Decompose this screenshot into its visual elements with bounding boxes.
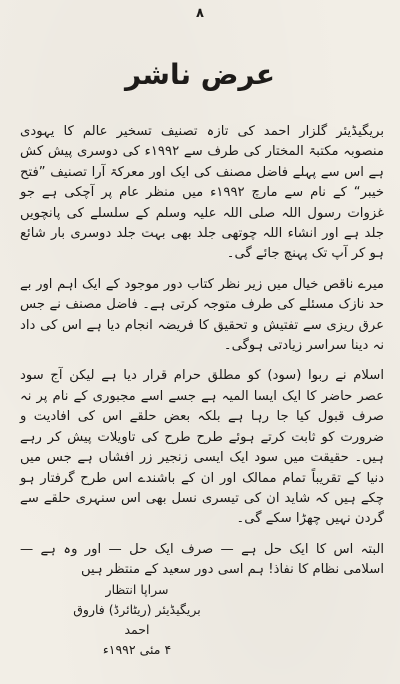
paragraph-4: البتہ اس کا ایک حل ہے — صرف ایک حل — اور وہ ہے — اسلامی نظام کا نفاذ! ہم اسی دور سعید کے منتظر ہیں [20, 541, 384, 578]
signature-block [62, 580, 212, 660]
paragraph-2: میرے ناقص خیال میں زیر نظر کتاب دور موجود کے ایک اہم اور بے حد نازک مسئلے کی طرف متوجہ کرتی ہے۔ فاضل مصنف نے جس عرق ریزی سے تفتیش و تحقیق کا فریضہ انجام دیا ہے اس کی داد نہ دینا سراسر زیادتی ہوگی۔ [20, 276, 384, 354]
signature-line-1: سراپا انتظار [105, 582, 169, 597]
paragraph-3: اسلام نے ربوا (سود) کو مطلق حرام قرار دیا ہے لیکن آج سود عصر حاضر کا ایک ایسا المیہ ہے جسے اسے مجبوری کے نام پر نہ صرف قبول کیا جا رہا ہے بلکہ بعض حلقے اس کی افادیت و ضرورت کو ثابت کرتے ہوئے طرح طرح کی تاویلات پیش کر رہے ہیں۔ حقیقت میں سود ایک ایسی زنجیر زر افشاں ہے جس میں دنیا کے تقریباً تمام ممالک اور ان کے باشندے اس طرح گرفتار ہو چکے ہیں کہ شاید ان کی تیسری نسل بھی اس سنہری حلقے سے گردن نہیں چھڑا سکے گی۔ [20, 368, 384, 527]
page-number: ۸ [196, 6, 204, 21]
body-text [20, 122, 384, 581]
signature-date: ۴ مئی ۱۹۹۲ء [102, 642, 172, 657]
page-heading: عرض ناشر [125, 58, 275, 91]
signature-line-2: بریگیڈیئر (ریٹائرڈ) فاروق احمد [73, 602, 201, 637]
paragraph-1: بریگیڈیئر گلزار احمد کی تازہ تصنیف تسخیر عالم کا یہودی منصوبہ مکتبۃ المختار کی طرف سے ۱۹۹۲ء کی دوسری پیش کش ہے اس سے پہلے فاضل مصنف کی ایک اور معرکۃ آرا تصنیف ”فتح خیبر“ کے نام سے مارچ ۱۹۹۲ء میں منظر عام پر آچکی ہے جو غزوات رسول اللہ صلی اللہ علیہ وسلم کے سلسلے کی پانچویں جلد ہے اور انشاء اللہ چوتھی جلد بھی بہت جلد دوسری بار شائع ہو کر آپ تک پہنچ جائے گی۔ [20, 124, 384, 262]
